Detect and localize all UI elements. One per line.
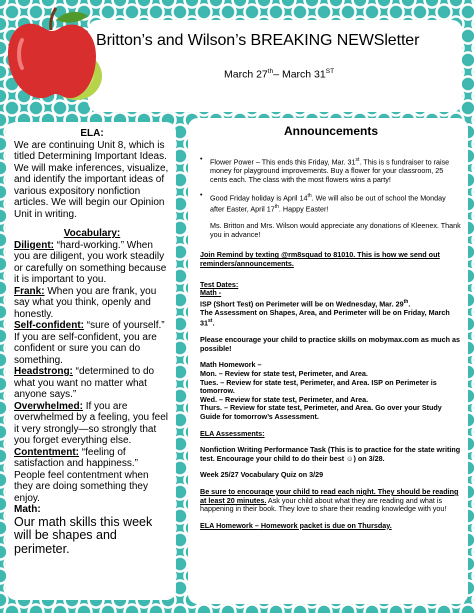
- vocab-quiz: Week 25/27 Vocabulary Quiz on 3/29: [200, 470, 324, 480]
- bullet-icon: •: [200, 192, 203, 200]
- bullet-icon: •: [200, 156, 203, 163]
- list-item: • Flower Power – This ends this Friday, Mar. 31st. This is s fundraiser to raise money for playground improvements. Buy a flower for your classroom, 25 cents each. The class with the most flowers wins a party!: [200, 156, 450, 184]
- isp-date: ISP (Short Test) on Perimeter will be on Wednesday, Mar. 29th.: [200, 298, 411, 309]
- test-dates-heading: Test Dates:: [200, 279, 239, 289]
- test-math-heading: Math -: [200, 288, 222, 298]
- reading-note: Be sure to encourage your child to read each night. They should be reading at least 20 minutes. Ask your child about what they are reading and what is happening in their book. They love to share their reading knowledge with you!: [200, 486, 459, 514]
- newsletter-title: Britton’s and Wilson’s BREAKING NEWSletter: [96, 32, 420, 49]
- donations-note: Ms. Britton and Mrs. Wilson would appreciate any donations of Kleenex. Thank you in advance!: [210, 221, 461, 239]
- homework-mon: Mon. – Review for state test, Perimeter, and Area.: [200, 369, 368, 379]
- homework-tues: Tues. – Review for state test, Perimeter, and Area. ISP on Perimeter is tomorrow.: [200, 377, 437, 396]
- vocabulary-heading: Vocabulary:: [63, 228, 121, 239]
- homework-thurs: Thurs. – Review for state test, Perimeter, and Area. Go over your Study Guide for tomorrow’s Assessment.: [200, 403, 442, 422]
- list-item: • Good Friday holiday is April 14th. We will also be out of school the Monday after Easter, April 17th. Happy Easter!: [200, 192, 446, 214]
- apples-icon: [4, 6, 114, 106]
- remind-link[interactable]: Join Remind by texting @rm8squad to 81010. This is how we send out reminders/announcements.: [200, 250, 440, 268]
- assessment-date: The Assessment on Shapes, Area, and Perimeter will be on Friday, March 31st.: [200, 307, 450, 328]
- math-heading: Math:: [14, 504, 41, 515]
- mobymax-note: Please encourage your child to practice skills on mobymax.com as much as possible!: [200, 335, 461, 353]
- vocab-entry: Overwhelmed: If you are overwhelmed by a feeling, you feel it very strongly—so strongly that you forget everything else.: [14, 400, 168, 446]
- announcements-heading: Announcements: [283, 124, 378, 138]
- week-dates: March 27th– March 31ST: [224, 68, 335, 81]
- vocab-entry: Self-confident: “sure of yourself.” If you are self-confident, you are confident or sure you can do something.: [14, 320, 165, 366]
- vocab-entry: Diligent: “hard-working.” When you are diligent, you work steadily or carefully on something because it is important to you.: [14, 239, 167, 285]
- left-column: [14, 128, 170, 556]
- nonfiction-task: Nonfiction Writing Performance Task (This is to practice for the state writing test. Encourage your child to do their best ☺) on 3/28.: [200, 445, 461, 463]
- announcements-column: [200, 124, 462, 530]
- math-homework-heading: Math Homework –: [200, 360, 262, 370]
- homework-wed: Wed. – Review for state test, Perimeter, and Area.: [200, 394, 369, 404]
- vocab-entry: Headstrong: “determined to do what you want no matter what anyone says.”: [14, 366, 155, 400]
- vocab-entry: Frank: When you are frank, you say what you think, openly and honestly.: [14, 285, 157, 320]
- vocab-entry: Contentment: “feeling of satisfaction and happiness.” People feel contentment when they are doing something they enjoy.: [14, 446, 149, 504]
- ela-body: We are continuing Unit 8, which is titled Determining Important Ideas. We will make inferences, visualize, and identify the important ideas of various expository nonfiction articles. We will begin our Opinion Unit in writing.: [14, 139, 169, 220]
- ela-heading: ELA:: [80, 128, 104, 139]
- math-body: Our math skills this week will be shapes and perimeter.: [14, 514, 153, 556]
- ela-homework: ELA Homework – Homework packet is due on Thursday.: [200, 520, 392, 530]
- ela-assessments-heading: ELA Assessments:: [200, 428, 265, 438]
